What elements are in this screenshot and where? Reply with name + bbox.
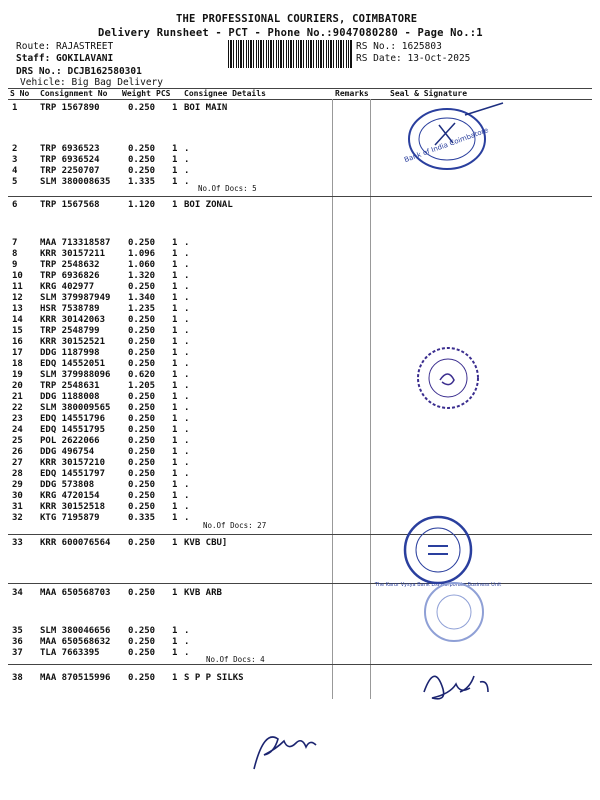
row-consignee-mark: . — [184, 425, 190, 435]
table-row — [0, 177, 600, 188]
table-row — [0, 326, 600, 337]
row-consignment-no: DDG 573808 — [40, 480, 95, 490]
row-sno: 20 — [12, 381, 23, 391]
table-row — [0, 458, 600, 469]
row-pcs: 1 — [172, 282, 178, 292]
row-pcs: 1 — [172, 271, 178, 281]
row-weight: 0.250 — [128, 637, 156, 647]
table-row — [0, 436, 600, 447]
col-pcs: PCS — [156, 89, 171, 98]
table-row — [0, 282, 600, 293]
row-weight: 0.250 — [128, 166, 156, 176]
row-pcs: 1 — [172, 359, 178, 369]
row-pcs: 1 — [172, 673, 178, 683]
row-weight: 1.120 — [128, 200, 156, 210]
table-row — [0, 648, 600, 659]
row-weight: 0.250 — [128, 502, 156, 512]
row-consignment-no: TRP 2548632 — [40, 260, 100, 270]
row-weight: 0.250 — [128, 414, 156, 424]
row-sno: 11 — [12, 282, 23, 292]
row-weight: 0.250 — [128, 155, 156, 165]
row-sno: 27 — [12, 458, 23, 468]
row-sno: 13 — [12, 304, 23, 314]
row-pcs: 1 — [172, 315, 178, 325]
col-consignee: Consignee Details — [184, 89, 266, 98]
row-consignment-no: DDG 1188008 — [40, 392, 100, 402]
table-row — [0, 249, 600, 260]
row-consignment-no: KRR 30142063 — [40, 315, 106, 325]
table-row — [0, 337, 600, 348]
group-doc-count: No.Of Docs: 4 — [206, 655, 265, 664]
row-consignee-mark: . — [184, 315, 190, 325]
col-sno: S No — [10, 89, 30, 98]
table-row — [0, 491, 600, 502]
row-pcs: 1 — [172, 588, 178, 598]
row-consignment-no: TRP 1567568 — [40, 200, 100, 210]
table-row — [0, 348, 600, 359]
row-consignment-no: MAA 870515996 — [40, 673, 111, 683]
row-pcs: 1 — [172, 480, 178, 490]
row-sno: 10 — [12, 271, 23, 281]
row-pcs: 1 — [172, 648, 178, 658]
row-pcs: 1 — [172, 337, 178, 347]
row-consignment-no: SLM 380008635 — [40, 177, 111, 187]
row-sno: 5 — [12, 177, 18, 187]
row-weight: 0.250 — [128, 436, 156, 446]
table-row — [0, 403, 600, 414]
staff-label: Staff: GOKILAVANI — [16, 53, 114, 64]
row-weight: 0.250 — [128, 447, 156, 457]
table-row — [0, 538, 600, 549]
row-consignee-mark: . — [184, 370, 190, 380]
group-doc-count: No.Of Docs: 5 — [198, 184, 257, 193]
row-weight: 1.060 — [128, 260, 156, 270]
row-consignment-no: SLM 380046656 — [40, 626, 111, 636]
row-sno: 29 — [12, 480, 23, 490]
barcode — [228, 40, 352, 68]
table-row — [0, 513, 600, 524]
row-sno: 16 — [12, 337, 23, 347]
row-consignment-no: KRR 600076564 — [40, 538, 111, 548]
row-pcs: 1 — [172, 249, 178, 259]
row-consignment-no: KTG 7195879 — [40, 513, 100, 523]
row-pcs: 1 — [172, 155, 178, 165]
row-consignment-no: TRP 6936826 — [40, 271, 100, 281]
row-pcs: 1 — [172, 370, 178, 380]
table-row — [0, 637, 600, 648]
table-row — [0, 392, 600, 403]
row-sno: 38 — [12, 673, 23, 683]
row-sno: 4 — [12, 166, 18, 176]
row-consignment-no: EDQ 14551797 — [40, 469, 106, 479]
row-consignment-no: KRG 402977 — [40, 282, 95, 292]
boi-main-stamp — [395, 95, 515, 175]
table-row — [0, 271, 600, 282]
row-consignment-no: EDQ 14552051 — [40, 359, 106, 369]
group-doc-count: No.Of Docs: 27 — [203, 521, 267, 530]
row-consignee: KVB ARB — [184, 588, 222, 598]
row-consignment-no: EDQ 14551796 — [40, 414, 106, 424]
row-sno: 1 — [12, 103, 18, 113]
row-consignment-no: TRP 2548631 — [40, 381, 100, 391]
row-pcs: 1 — [172, 144, 178, 154]
row-pcs: 1 — [172, 348, 178, 358]
row-weight: 1.205 — [128, 381, 156, 391]
row-sno: 7 — [12, 238, 18, 248]
row-consignee-mark: . — [184, 403, 190, 413]
row-consignee-mark: . — [184, 249, 190, 259]
col-seal: Seal & Signature — [390, 89, 468, 98]
row-sno: 24 — [12, 425, 23, 435]
table-row — [0, 469, 600, 480]
row-pcs: 1 — [172, 304, 178, 314]
table-row — [0, 588, 600, 599]
row-consignment-no: TLA 7663395 — [40, 648, 100, 658]
row-consignment-no: TRP 6936523 — [40, 144, 100, 154]
row-sno: 14 — [12, 315, 23, 325]
row-weight: 0.250 — [128, 588, 156, 598]
row-consignment-no: KRR 30157211 — [40, 249, 106, 259]
row-sno: 12 — [12, 293, 23, 303]
row-sno: 19 — [12, 370, 23, 380]
row-consignment-no: KRG 4720154 — [40, 491, 100, 501]
row-consignee-mark: . — [184, 260, 190, 270]
row-weight: 0.250 — [128, 392, 156, 402]
table-row — [0, 200, 600, 211]
row-consignee-mark: . — [184, 502, 190, 512]
table-row — [0, 414, 600, 425]
group-separator — [8, 196, 592, 197]
row-pcs: 1 — [172, 458, 178, 468]
table-row — [0, 304, 600, 315]
row-sno: 37 — [12, 648, 23, 658]
row-sno: 8 — [12, 249, 18, 259]
table-row — [0, 626, 600, 637]
row-weight: 0.250 — [128, 469, 156, 479]
row-pcs: 1 — [172, 626, 178, 636]
kvb-stamp-text: The Karur Vysya Bank Ltd Corporate Business Unit — [374, 582, 502, 588]
table-row — [0, 359, 600, 370]
row-sno: 26 — [12, 447, 23, 457]
row-pcs: 1 — [172, 326, 178, 336]
row-weight: 0.250 — [128, 238, 156, 248]
row-consignment-no: EDQ 14551795 — [40, 425, 106, 435]
row-consignee: KVB CBU] — [184, 538, 228, 548]
table-row — [0, 293, 600, 304]
row-consignee-mark: . — [184, 436, 190, 446]
row-consignee-mark: . — [184, 626, 190, 636]
row-consignment-no: DDG 496754 — [40, 447, 95, 457]
row-consignment-no: TRP 2250707 — [40, 166, 100, 176]
row-consignment-no: TRP 6936524 — [40, 155, 100, 165]
rs-date: RS Date: 13-Oct-2025 — [356, 53, 471, 64]
row-weight: 0.250 — [128, 103, 156, 113]
row-consignee-mark: . — [184, 637, 190, 647]
row-consignment-no: SLM 379987949 — [40, 293, 111, 303]
row-pcs: 1 — [172, 425, 178, 435]
table-row — [0, 480, 600, 491]
row-weight: 0.250 — [128, 538, 156, 548]
row-consignee: BOI MAIN — [184, 103, 228, 113]
row-weight: 1.340 — [128, 293, 156, 303]
row-consignee-mark: . — [184, 177, 190, 187]
row-weight: 0.250 — [128, 425, 156, 435]
col-weight: Weight — [122, 89, 151, 98]
row-weight: 0.250 — [128, 326, 156, 336]
row-sno: 35 — [12, 626, 23, 636]
row-weight: 0.250 — [128, 337, 156, 347]
row-consignee-mark: . — [184, 381, 190, 391]
row-consignee-mark: . — [184, 144, 190, 154]
table-row — [0, 502, 600, 513]
row-consignee-mark: . — [184, 166, 190, 176]
row-consignment-no: MAA 650568632 — [40, 637, 111, 647]
row-weight: 0.250 — [128, 673, 156, 683]
table-row — [0, 447, 600, 458]
row-consignment-no: MAA 650568703 — [40, 588, 111, 598]
row-weight: 1.320 — [128, 271, 156, 281]
company-title: THE PROFESSIONAL COURIERS, COIMBATORE — [176, 13, 418, 25]
row-sno: 6 — [12, 200, 18, 210]
row-weight: 1.335 — [128, 177, 156, 187]
kvb-arb-stamp — [414, 578, 494, 648]
row-weight: 0.335 — [128, 513, 156, 523]
row-weight: 0.620 — [128, 370, 156, 380]
row-pcs: 1 — [172, 502, 178, 512]
row-consignee-mark: . — [184, 447, 190, 457]
row-consignment-no: KRR 30152521 — [40, 337, 106, 347]
row-weight: 0.250 — [128, 458, 156, 468]
row-sno: 25 — [12, 436, 23, 446]
row-weight: 0.250 — [128, 359, 156, 369]
row-consignee-mark: . — [184, 337, 190, 347]
row-sno: 3 — [12, 155, 18, 165]
row-weight: 0.250 — [128, 282, 156, 292]
row-sno: 17 — [12, 348, 23, 358]
row-sno: 21 — [12, 392, 23, 402]
table-row — [0, 425, 600, 436]
row-pcs: 1 — [172, 637, 178, 647]
row-weight: 0.250 — [128, 626, 156, 636]
row-consignee-mark: . — [184, 155, 190, 165]
drs-number: DRS No.: DCJB162580301 — [16, 66, 142, 77]
row-pcs: 1 — [172, 392, 178, 402]
row-sno: 28 — [12, 469, 23, 479]
row-consignee-mark: . — [184, 513, 190, 523]
table-row — [0, 315, 600, 326]
row-consignee-mark: . — [184, 326, 190, 336]
row-consignee-mark: . — [184, 480, 190, 490]
row-pcs: 1 — [172, 260, 178, 270]
row-weight: 0.250 — [128, 348, 156, 358]
row-consignee-mark: . — [184, 648, 190, 658]
row-sno: 36 — [12, 637, 23, 647]
row-sno: 31 — [12, 502, 23, 512]
row-sno: 15 — [12, 326, 23, 336]
row-pcs: 1 — [172, 414, 178, 424]
row-weight: 0.250 — [128, 491, 156, 501]
row-pcs: 1 — [172, 293, 178, 303]
row-consignment-no: POL 2622066 — [40, 436, 100, 446]
row-pcs: 1 — [172, 491, 178, 501]
row-sno: 22 — [12, 403, 23, 413]
row-pcs: 1 — [172, 177, 178, 187]
row-pcs: 1 — [172, 513, 178, 523]
row-consignee: BOI ZONAL — [184, 200, 233, 210]
row-pcs: 1 — [172, 103, 178, 113]
row-sno: 30 — [12, 491, 23, 501]
row-weight: 1.235 — [128, 304, 156, 314]
boi-zonal-stamp — [412, 340, 492, 420]
row-consignment-no: SLM 379988096 — [40, 370, 111, 380]
table-row — [0, 370, 600, 381]
row-pcs: 1 — [172, 538, 178, 548]
row-consignment-no: SLM 380009565 — [40, 403, 111, 413]
row-consignee: S P P SILKS — [184, 673, 244, 683]
table-row — [0, 260, 600, 271]
row-pcs: 1 — [172, 403, 178, 413]
row-sno: 9 — [12, 260, 18, 270]
row-consignment-no: TRP 2548799 — [40, 326, 100, 336]
col-remarks: Remarks — [335, 89, 369, 98]
row-pcs: 1 — [172, 200, 178, 210]
row-sno: 32 — [12, 513, 23, 523]
row-consignee-mark: . — [184, 491, 190, 501]
staff-signature — [250, 715, 340, 775]
boi-stamp-text: Bank of India Coimbatore — [403, 126, 490, 165]
rs-number: RS No.: 1625803 — [356, 41, 442, 52]
row-pcs: 1 — [172, 447, 178, 457]
row-consignee-mark: . — [184, 304, 190, 314]
group-separator — [8, 583, 592, 584]
row-consignment-no: KRR 30157210 — [40, 458, 106, 468]
row-weight: 1.096 — [128, 249, 156, 259]
row-sno: 33 — [12, 538, 23, 548]
row-consignee-mark: . — [184, 238, 190, 248]
row-pcs: 1 — [172, 469, 178, 479]
row-consignee-mark: . — [184, 282, 190, 292]
group-separator — [8, 534, 592, 535]
row-consignee-mark: . — [184, 469, 190, 479]
row-pcs: 1 — [172, 166, 178, 176]
row-consignment-no: KRR 30152518 — [40, 502, 106, 512]
row-consignee-mark: . — [184, 348, 190, 358]
vehicle-label: Vehicle: Big Bag Delivery — [20, 77, 163, 88]
row-weight: 0.250 — [128, 648, 156, 658]
row-consignee-mark: . — [184, 392, 190, 402]
table-row — [0, 381, 600, 392]
row-consignment-no: TRP 1567890 — [40, 103, 100, 113]
row-consignee-mark: . — [184, 414, 190, 424]
row-weight: 0.250 — [128, 403, 156, 413]
row-pcs: 1 — [172, 238, 178, 248]
row-consignee-mark: . — [184, 359, 190, 369]
row-consignee-mark: . — [184, 271, 190, 281]
row-sno: 18 — [12, 359, 23, 369]
table-row — [0, 238, 600, 249]
runsheet-subtitle: Delivery Runsheet - PCT - Phone No.:9047080280 - Page No.:1 — [98, 27, 483, 39]
spp-signature — [420, 662, 520, 712]
row-consignment-no: MAA 713318587 — [40, 238, 111, 248]
row-weight: 0.250 — [128, 315, 156, 325]
row-sno: 23 — [12, 414, 23, 424]
row-sno: 2 — [12, 144, 18, 154]
row-pcs: 1 — [172, 381, 178, 391]
row-consignment-no: DDG 1187998 — [40, 348, 100, 358]
row-weight: 0.250 — [128, 144, 156, 154]
row-pcs: 1 — [172, 436, 178, 446]
row-weight: 0.250 — [128, 480, 156, 490]
row-consignee-mark: . — [184, 293, 190, 303]
row-consignment-no: HSR 7538789 — [40, 304, 100, 314]
col-consignment: Consignment No — [40, 89, 108, 98]
row-sno: 34 — [12, 588, 23, 598]
row-consignee-mark: . — [184, 458, 190, 468]
route-label: Route: RAJASTREET — [16, 41, 114, 52]
